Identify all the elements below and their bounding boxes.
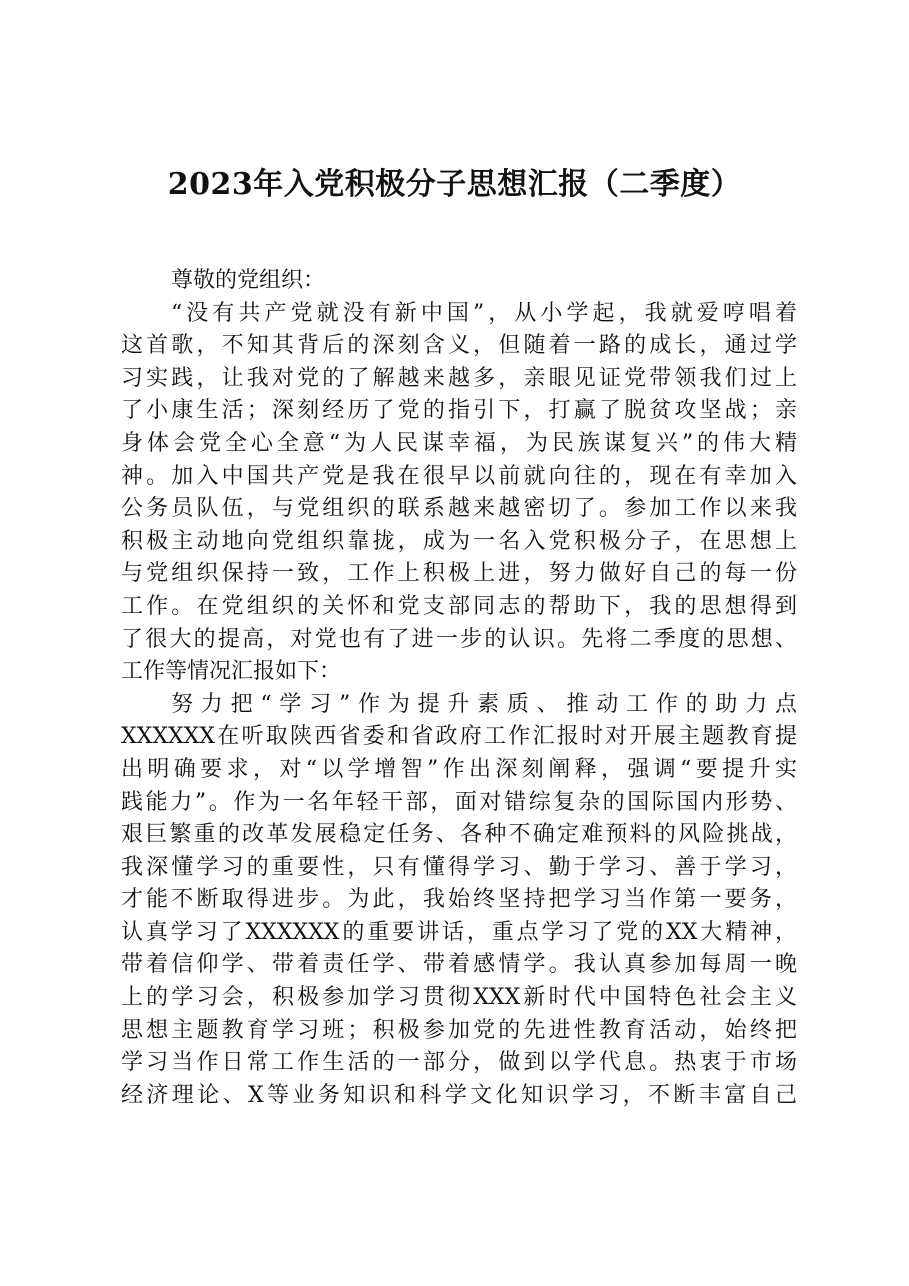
- text-line: 工作。在党组织的关怀和党支部同志的帮助下，我的思想得到: [121, 593, 797, 619]
- text-line: 与党组织保持一致，工作上积极上进，努力做好自己的每一份: [121, 561, 797, 587]
- text-line: 艰巨繁重的改革发展稳定任务、各种不确定难预料的风险挑战，: [121, 822, 797, 848]
- text-line: 积极主动地向党组织靠拢，成为一名入党积极分子，在思想上: [121, 528, 797, 554]
- text-line: 尊敬的党组织：: [171, 268, 326, 293]
- document-title: 2023年入党积极分子思想汇报（二季度）: [167, 167, 742, 202]
- text-line: 习实践，让我对党的了解越来越多，亲眼见证党带领我们过上: [121, 365, 797, 391]
- text-line: 经济理论、X等业务知识和科学文化知识学习，不断丰富自己: [121, 1082, 797, 1108]
- document-body: [121, 265, 797, 1112]
- text-line: 我深懂学习的重要性，只有懂得学习、勤于学习、善于学习，: [121, 854, 797, 880]
- text-line: 践能力”。作为一名年轻干部，面对错综复杂的国际国内形势、: [121, 789, 797, 815]
- text-line: XXXXXX在听取陕西省委和省政府工作汇报时对开展主题教育提: [121, 724, 797, 750]
- text-line: 这首歌，不知其背后的深刻含义，但随着一路的成长，通过学: [121, 333, 797, 359]
- text-line: 神。加入中国共产党是我在很早以前就向往的，现在有幸加入: [121, 463, 797, 489]
- text-line: 思想主题教育学习班；积极参加党的先进性教育活动，始终把: [121, 1017, 797, 1043]
- text-line: 工作等情况汇报如下：: [121, 659, 342, 685]
- text-line: “没有共产党就没有新中国”，从小学起，我就爱哼唱着: [171, 300, 797, 326]
- text-line: 身体会党全心全意“为人民谋幸福，为民族谋复兴”的伟大精: [121, 430, 797, 456]
- text-line: 上的学习会，积极参加学习贯彻XXX新时代中国特色社会主义: [121, 985, 797, 1011]
- text-line: 了很大的提高，对党也有了进一步的认识。先将二季度的思想、: [121, 626, 797, 652]
- text-line: 努力把“学习”作为提升素质、推动工作的助力点: [171, 691, 797, 717]
- text-line: 认真学习了XXXXXX的重要讲话，重点学习了党的XX大精神，: [121, 919, 797, 945]
- text-line: 了小康生活；深刻经历了党的指引下，打赢了脱贫攻坚战；亲: [121, 398, 797, 424]
- text-line: 带着信仰学、带着责任学、带着感情学。我认真参加每周一晚: [121, 952, 797, 978]
- text-line: 学习当作日常工作生活的一部分，做到以学代息。热衷于市场: [121, 1050, 797, 1076]
- text-line: 才能不断取得进步。为此，我始终坚持把学习当作第一要务，: [121, 887, 797, 913]
- text-line: 公务员队伍，与党组织的联系越来越密切了。参加工作以来我: [121, 496, 797, 522]
- text-line: 出明确要求，对“以学增智”作出深刻阐释，强调“要提升实: [121, 756, 797, 782]
